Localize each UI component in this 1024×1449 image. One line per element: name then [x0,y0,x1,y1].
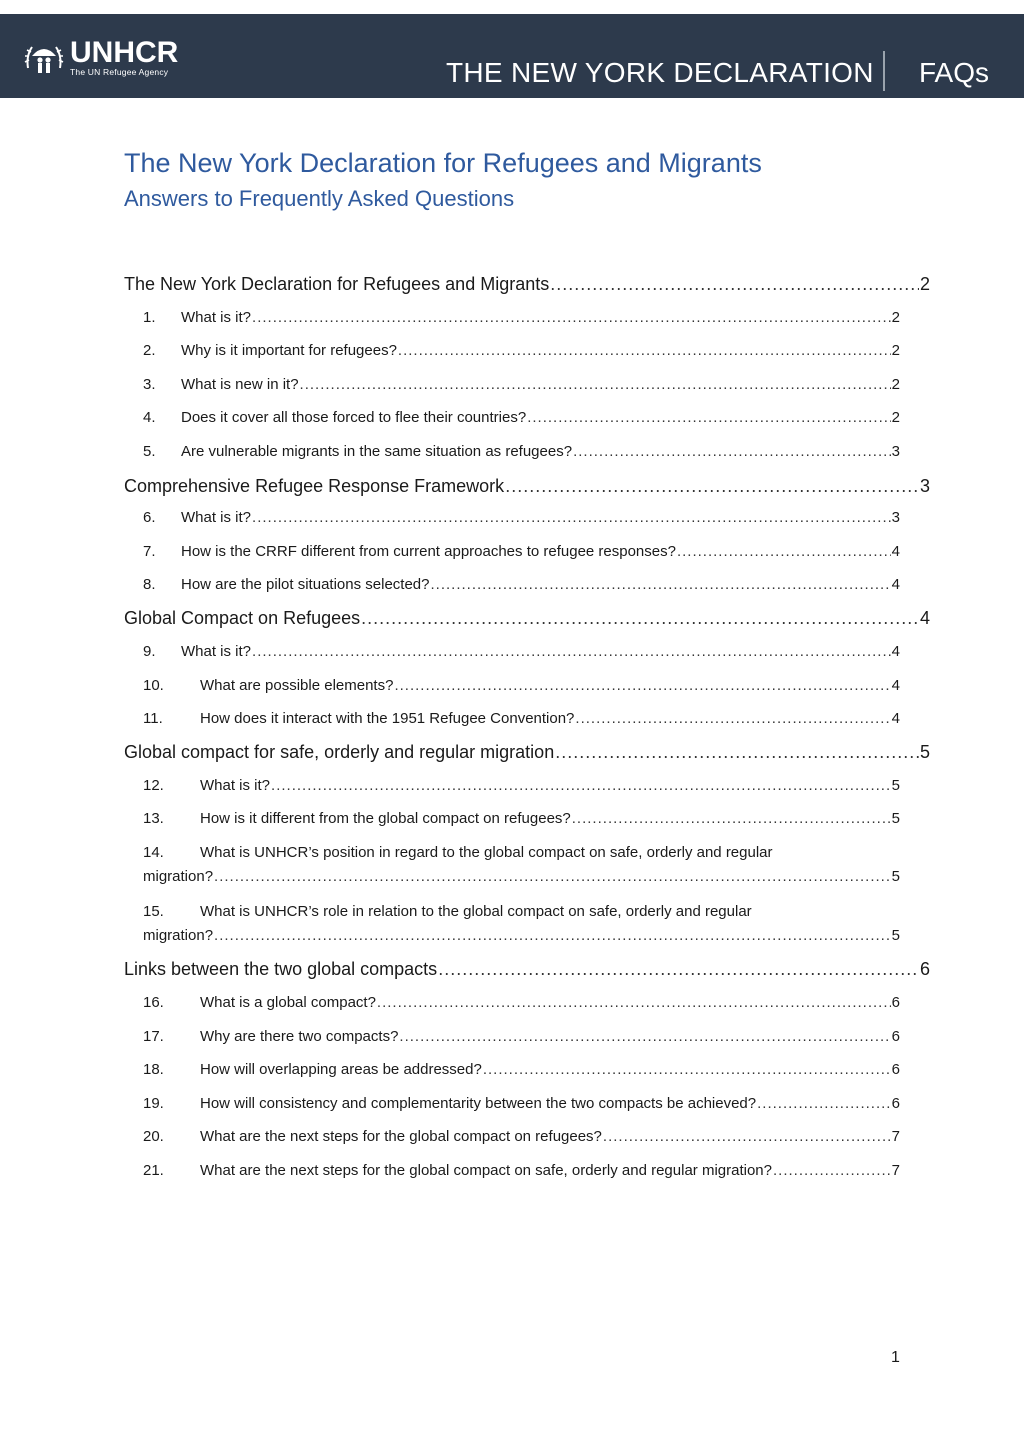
toc-entry-label: What is it? [181,509,252,526]
toc-page-number: 6 [891,1095,900,1112]
toc-section-label: The New York Declaration for Refugees and Migrants [124,274,550,294]
toc-entry-17[interactable] [143,1026,900,1048]
toc-entry-number: 10. [143,677,164,694]
page-number: 1 [891,1349,900,1366]
toc-leader [527,407,890,429]
toc-section-label: Global compact for safe, orderly and regular migration [124,742,555,762]
toc-entry-label-continued: migration? [143,927,214,944]
toc-section-global-compact-refugees[interactable] [124,606,930,630]
document-subtitle: Answers to Frequently Asked Questions [124,186,515,211]
toc-entry-label: Are vulnerable migrants in the same situation as refugees? [181,443,573,460]
toc-entry-number: 15. [143,903,164,920]
toc-leader [214,865,891,889]
toc-entry-label: Why is it important for refugees? [181,342,397,359]
toc-entry-number: 9. [143,643,156,660]
toc-section-crrf[interactable] [124,474,930,498]
toc-entry-number: 3. [143,376,156,393]
toc-leader [757,1093,891,1115]
toc-entry-label: How is it different from the global compact on refugees? [200,810,571,827]
toc-entry-2[interactable] [143,340,900,362]
toc-entry-10[interactable] [143,675,900,697]
toc-section-global-compact-migration[interactable] [124,740,930,764]
toc-leader [214,924,891,948]
toc-entry-number: 1. [143,309,156,326]
toc-section-links-between-compacts[interactable] [124,957,930,981]
logo-wordmark: UNHCR [70,36,179,69]
toc-entry-15[interactable] [143,900,900,948]
toc-section-label: Comprehensive Refugee Response Framework [124,476,505,496]
toc-section-new-york-declaration[interactable] [124,272,930,296]
toc-leader [394,675,890,697]
toc-leader [603,1126,891,1148]
toc-leader [677,541,891,563]
toc-entry-7[interactable] [143,541,900,563]
toc-page-number: 4 [919,608,930,628]
toc-leader [483,1059,891,1081]
toc-entry-number: 11. [143,710,163,727]
header-faqs-label: FAQs [919,57,990,88]
toc-entry-number: 5. [143,443,156,460]
toc-entry-number: 6. [143,509,156,526]
toc-leader [377,992,891,1014]
toc-entry-label: Does it cover all those forced to flee their countries? [181,409,527,426]
toc-entry-14[interactable] [143,841,900,889]
toc-entry-number: 21. [143,1162,164,1179]
toc-leader [361,606,919,630]
toc-entry-number: 17. [143,1028,164,1045]
header-title: THE NEW YORK DECLARATION [446,57,874,88]
toc-entry-number: 4. [143,409,156,426]
toc-entry-label: Why are there two compacts? [200,1028,399,1045]
toc-entry-number: 13. [143,810,164,827]
toc-leader [398,340,891,362]
toc-page-number: 7 [891,1128,900,1145]
toc-entry-label: How will overlapping areas be addressed? [200,1061,482,1078]
toc-entry-number: 14. [143,844,164,861]
toc-page-number: 5 [891,927,900,944]
toc-page-number: 4 [891,677,900,694]
toc-leader [399,1026,890,1048]
toc-entry-label: How are the pilot situations selected? [181,576,430,593]
toc-page-number: 2 [891,342,900,359]
toc-page-number: 2 [891,409,900,426]
toc-entry-21[interactable] [143,1160,900,1182]
toc-leader [550,272,919,296]
document-title: The New York Declaration for Refugees and Migrants [124,148,762,178]
toc-page-number: 6 [891,994,900,1011]
toc-page-number: 4 [891,643,900,660]
toc-leader [300,374,891,396]
toc-entry-label: How will consistency and complementarity between the two compacts be achieved? [200,1095,757,1112]
toc-page-number: 2 [891,376,900,393]
toc-page-number: 2 [891,309,900,326]
toc-page-number: 4 [891,710,900,727]
toc-page-number: 6 [891,1061,900,1078]
toc-entry-16[interactable] [143,992,900,1014]
toc-leader [271,775,891,797]
toc-entry-18[interactable] [143,1059,900,1081]
toc-leader [575,708,890,730]
toc-section-label: Links between the two global compacts [124,959,438,979]
toc-entry-label: What is UNHCR’s position in regard to the global compact on safe, orderly and regular [200,844,773,861]
toc-entry-label: What is UNHCR’s role in relation to the global compact on safe, orderly and regular [200,903,752,920]
toc-entry-8[interactable] [143,574,900,596]
toc-page-number: 5 [891,868,900,885]
toc-entry-label: What is a global compact? [200,994,376,1011]
toc-page-number: 4 [891,543,900,560]
toc-page-number: 7 [891,1162,900,1179]
toc-page-number: 3 [919,476,930,496]
toc-leader [773,1160,891,1182]
toc-entry-3[interactable] [143,374,900,396]
toc-entry-number: 18. [143,1061,164,1078]
toc-page-number: 4 [891,576,900,593]
toc-leader [430,574,890,596]
toc-entry-11[interactable] [143,708,900,730]
toc-entry-number: 2. [143,342,156,359]
toc-page-number: 6 [919,959,930,979]
toc-leader [573,441,891,463]
toc-page-number: 6 [891,1028,900,1045]
toc-entry-label-continued: migration? [143,868,214,885]
logo-tagline: The UN Refugee Agency [70,67,169,77]
toc-leader [505,474,919,498]
toc-entry-number: 7. [143,543,156,560]
toc-leader [252,641,891,663]
toc-entry-label: What are the next steps for the global compact on safe, orderly and regular migration? [200,1162,772,1179]
toc-leader [555,740,919,764]
toc-entry-number: 20. [143,1128,164,1145]
toc-entry-number: 19. [143,1095,164,1112]
toc-leader [438,957,919,981]
toc-page-number: 5 [919,742,930,762]
toc-entry-label: What is it? [181,309,252,326]
toc-entry-19[interactable] [143,1093,900,1115]
toc-entry-20[interactable] [143,1126,900,1148]
toc-page-number: 3 [891,443,900,460]
toc-entry-label: How does it interact with the 1951 Refugee Convention? [200,710,575,727]
toc-entry-1[interactable] [143,307,900,329]
toc-entry-label: What are possible elements? [200,677,394,694]
toc-entry-label: What are the next steps for the global compact on refugees? [200,1128,602,1145]
toc-entry-number: 12. [143,777,164,794]
toc-entry-label: What is new in it? [181,376,299,393]
toc-entry-5[interactable] [143,441,900,463]
toc-page-number: 5 [891,810,900,827]
toc-page-number: 5 [891,777,900,794]
toc-section-label: Global Compact on Refugees [124,608,361,628]
toc-leader [572,808,891,830]
toc-entry-number: 16. [143,994,164,1011]
toc-entry-label: What is it? [200,777,271,794]
toc-page-number: 3 [891,509,900,526]
toc-leader [252,307,891,329]
toc-entry-label: How is the CRRF different from current approaches to refugee responses? [181,543,676,560]
toc-entry-12[interactable] [143,775,900,797]
toc-entry-9[interactable] [143,641,900,663]
toc-entry-13[interactable] [143,808,900,830]
toc-leader [252,507,891,529]
toc-entry-label: What is it? [181,643,252,660]
toc-entry-number: 8. [143,576,156,593]
toc-entry-6[interactable] [143,507,900,529]
toc-entry-4[interactable] [143,407,900,429]
toc-page-number: 2 [919,274,930,294]
